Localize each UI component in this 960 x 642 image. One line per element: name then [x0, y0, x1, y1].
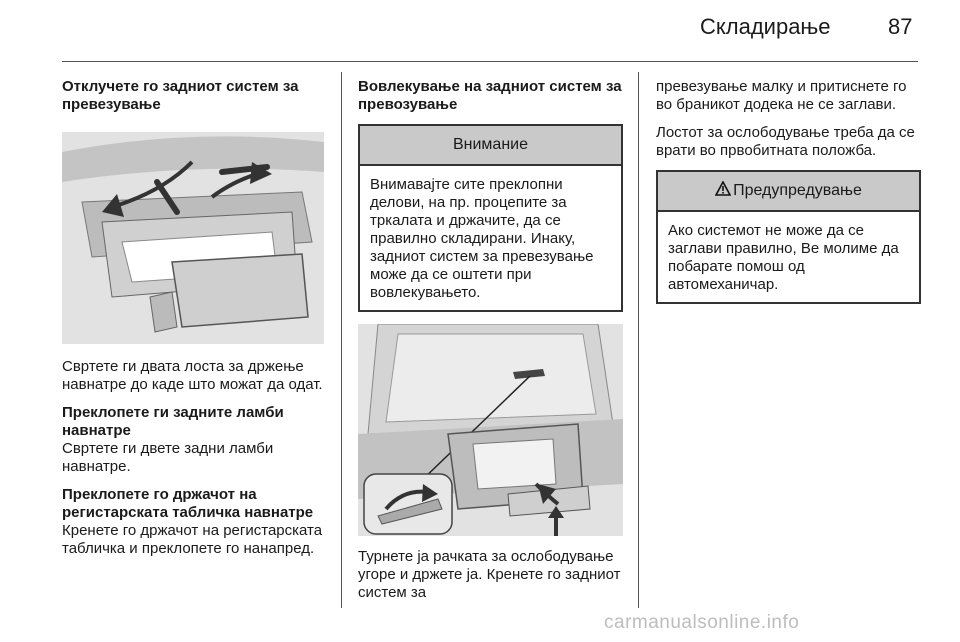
column-divider-1 — [341, 72, 342, 608]
paragraph-push-handle: Турнете ја рачката за ослободување угоре и држете ја. Кренете го задниот систем за — [358, 548, 621, 601]
column-1 — [62, 78, 327, 558]
illustration-release-handle — [358, 324, 623, 536]
warning-header — [658, 172, 919, 212]
watermark: carmanualsonline.info — [604, 612, 800, 633]
header-divider — [62, 61, 918, 62]
page-number: 87 — [888, 14, 913, 39]
heading-fold-plate-holder: Преклопете го држачот на регистарската табличка навнатре — [62, 486, 314, 521]
heading-retract: Вовлекување на задниот систем за превозување — [358, 78, 622, 113]
paragraph-turn-levers: Свртете ги двата лоста за држење навнатре до каде што можат да одат. — [62, 358, 323, 393]
heading-fold-lamps: Преклопете ги задните ламби навнатре — [62, 404, 284, 439]
column-divider-2 — [638, 72, 639, 608]
section-title: Складирање — [700, 14, 831, 39]
paragraph-fold-lamps: Свртете ги двете задни ламби навнатре. — [62, 440, 274, 475]
paragraph-fold-plate-holder: Кренете го држачот на регистарската табличка и преклопете го нанапред. — [62, 522, 323, 557]
warning-text: Ако системот не може да се заглави правилно, Ве молиме да побарате помош од автомеханичар. — [668, 222, 899, 293]
notice-text: Внимавајте сите преклопни делови, на пр. процепите за тркалата и држачите, да се правилно складирани. Инаку, задниот систем за превезување може да се оштети при вовлекувањето. — [370, 176, 594, 301]
paragraph-press-bumper: превезување малку и притиснете го во браникот додека не се заглави. — [656, 78, 907, 113]
warning-triangle-icon — [715, 181, 731, 201]
column-3 — [656, 78, 921, 304]
heading-unlock: Отклучете го задниот систем за превезување — [62, 78, 299, 113]
warning-box — [656, 170, 921, 304]
illustration-rear-carrier-levers — [62, 132, 324, 344]
notice-title: Внимание — [360, 126, 621, 166]
paragraph-lever-return: Лостот за ослободување треба да се врати во првобитната положба. — [656, 124, 915, 159]
notice-box — [358, 124, 623, 312]
warning-title: Предупредување — [733, 182, 862, 199]
column-2 — [358, 78, 623, 602]
